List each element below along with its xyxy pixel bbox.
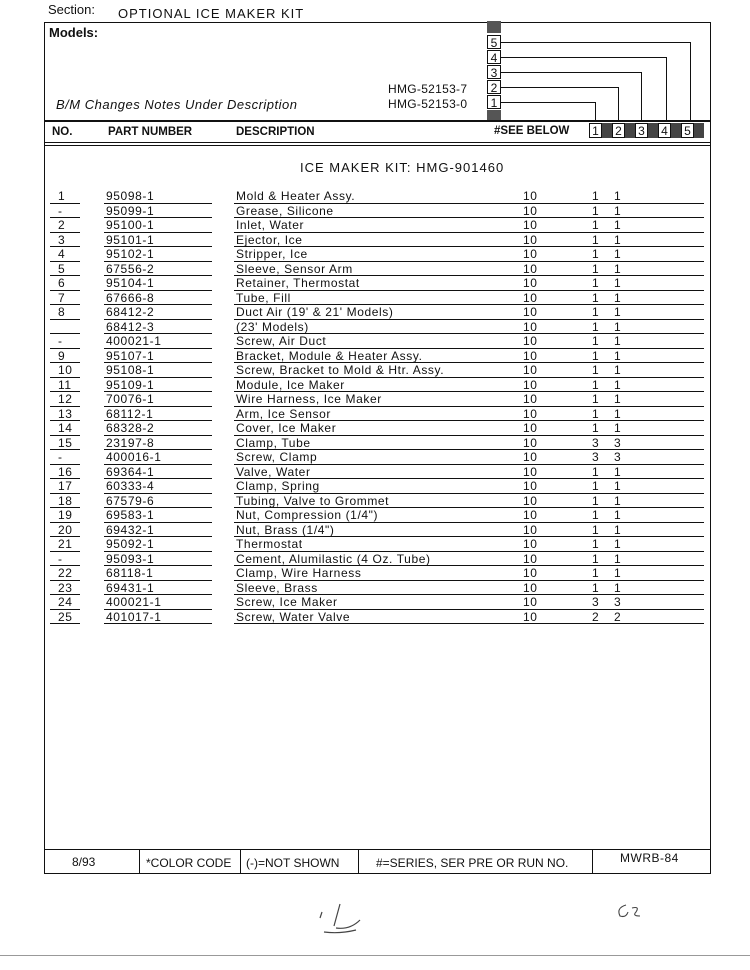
part-item-no: -: [58, 551, 63, 566]
part-number: 67556-2: [106, 261, 155, 276]
models-label: Models:: [49, 25, 99, 40]
part-qty-col-1: 3: [592, 450, 600, 464]
part-item-no: 22: [58, 566, 73, 580]
part-qty-col-2: 1: [614, 189, 622, 203]
leader-line-4: [501, 57, 666, 58]
bm-changes-note: B/M Changes Notes Under Description: [56, 97, 298, 112]
part-description: Retainer, Thermostat: [236, 276, 360, 290]
part-qty-col-1: 3: [592, 595, 600, 609]
part-description: Cement, Alumilastic (4 Oz. Tube): [236, 551, 431, 566]
part-qty-col-2: 1: [614, 363, 622, 377]
part-qty-col-2: 1: [614, 290, 622, 305]
part-number: 70076-1: [106, 392, 155, 406]
part-qty-col-1: 1: [592, 493, 600, 508]
part-qty-col-2: 1: [614, 261, 622, 276]
part-qty-col-1: 3: [592, 435, 600, 450]
part-number: 69432-1: [106, 522, 155, 537]
part-number: 68412-3: [106, 319, 155, 334]
parts-row: [46, 595, 706, 610]
part-qty-col-1: 1: [592, 189, 600, 203]
part-qty-col-2: 2: [614, 609, 622, 624]
part-number: 60333-4: [106, 479, 155, 493]
part-number: 69431-1: [106, 580, 155, 595]
header-col-shade-5: [694, 123, 704, 138]
part-qty-col-2: 1: [614, 537, 622, 551]
part-item-no: 8: [58, 305, 66, 319]
series-box-footer-shade: [487, 110, 501, 120]
row-underline: [50, 623, 80, 624]
part-number: 95101-1: [106, 232, 155, 247]
parts-row: [46, 276, 706, 291]
page-edge-rule: [0, 955, 750, 956]
footer-date: 8/93: [72, 855, 96, 869]
part-description: Inlet, Water: [236, 218, 305, 232]
part-qty-col-1: 1: [592, 508, 600, 522]
part-qty-col-2: 1: [614, 377, 622, 392]
part-series: 10: [523, 363, 538, 377]
parts-row: [46, 450, 706, 465]
header-top-rule: [44, 120, 711, 122]
part-qty-col-1: 1: [592, 334, 600, 348]
header-col-shade-4: [671, 123, 681, 138]
part-item-no: 19: [58, 508, 73, 522]
part-number: 400021-1: [106, 334, 162, 348]
footer-divider-4: [592, 849, 593, 873]
part-series: 10: [523, 508, 538, 522]
parts-row: [46, 291, 706, 306]
leader-line-5: [501, 42, 690, 43]
part-qty-col-2: 1: [614, 247, 622, 261]
part-description: Wire Harness, Ice Maker: [236, 392, 382, 406]
leader-drop-2: [618, 87, 619, 122]
part-qty-col-1: 1: [592, 392, 600, 406]
part-item-no: 12: [58, 392, 73, 406]
part-series: 10: [523, 290, 538, 305]
part-number: 69364-1: [106, 464, 155, 479]
header-see-below: #SEE BELOW: [494, 125, 570, 137]
part-qty-col-1: 1: [592, 348, 600, 363]
part-number: 95108-1: [106, 363, 155, 377]
part-description: Screw, Air Duct: [236, 334, 327, 348]
part-qty-col-1: 1: [592, 479, 600, 493]
part-qty-col-1: 1: [592, 421, 600, 435]
part-series: 10: [523, 522, 538, 537]
part-description: Tube, Fill: [236, 290, 291, 305]
part-qty-col-1: 1: [592, 551, 600, 566]
header-col-4: 4: [658, 123, 671, 138]
part-series: 10: [523, 319, 538, 334]
part-qty-col-1: 1: [592, 290, 600, 305]
model-number-1: HMG-52153-7: [388, 82, 468, 96]
part-item-no: 17: [58, 479, 73, 493]
leader-drop-4: [666, 57, 667, 122]
part-series: 10: [523, 421, 538, 435]
part-qty-col-2: 1: [614, 218, 622, 232]
part-series: 10: [523, 566, 538, 580]
part-series: 10: [523, 334, 538, 348]
leader-drop-3: [641, 72, 642, 122]
part-description: Nut, Compression (1/4"): [236, 508, 379, 522]
leader-drop-1: [595, 102, 596, 122]
parts-row: [46, 189, 706, 204]
part-qty-col-2: 1: [614, 522, 622, 537]
parts-row: [46, 436, 706, 451]
part-item-no: 3: [58, 232, 66, 247]
part-number: 401017-1: [106, 609, 162, 624]
part-item-no: -: [58, 203, 63, 218]
parts-row: [46, 349, 706, 364]
parts-row: [46, 247, 706, 262]
parts-row: [46, 334, 706, 349]
part-item-no: 20: [58, 522, 73, 537]
part-qty-col-1: 1: [592, 464, 600, 479]
header-col-5: 5: [681, 123, 694, 138]
header-description: DESCRIPTION: [236, 126, 315, 138]
part-qty-col-1: 2: [592, 609, 600, 624]
part-series: 10: [523, 479, 538, 493]
part-series: 10: [523, 305, 538, 319]
parts-row: [46, 479, 706, 494]
part-series: 10: [523, 406, 538, 421]
parts-row: [46, 610, 706, 625]
part-description: Ejector, Ice: [236, 232, 303, 247]
handwritten-mark-right: [612, 900, 652, 922]
part-series: 10: [523, 435, 538, 450]
leader-drop-5: [690, 42, 691, 122]
part-number: 95093-1: [106, 551, 155, 566]
part-qty-col-1: 1: [592, 522, 600, 537]
part-item-no: 1: [58, 189, 66, 203]
section-title: OPTIONAL ICE MAKER KIT: [118, 6, 305, 21]
part-series: 10: [523, 348, 538, 363]
part-qty-col-2: 3: [614, 595, 622, 609]
part-qty-col-2: 3: [614, 435, 622, 450]
part-series: 10: [523, 261, 538, 276]
footer-series-note: #=SERIES, SER PRE OR RUN NO.: [376, 856, 569, 870]
part-item-no: -: [58, 450, 63, 464]
part-qty-col-1: 1: [592, 305, 600, 319]
part-item-no: 4: [58, 247, 66, 261]
part-item-no: 25: [58, 609, 73, 624]
part-qty-col-2: 1: [614, 566, 622, 580]
part-qty-col-1: 1: [592, 377, 600, 392]
part-number: 400016-1: [106, 450, 162, 464]
leader-line-2: [501, 87, 618, 88]
part-qty-col-2: 1: [614, 406, 622, 421]
part-qty-col-2: 1: [614, 348, 622, 363]
part-qty-col-2: 1: [614, 580, 622, 595]
part-description: Tubing, Valve to Grommet: [236, 493, 390, 508]
part-description: (23' Models): [236, 319, 309, 334]
footer-divider-3: [358, 849, 359, 873]
header-no: NO.: [52, 126, 73, 138]
leader-line-3: [501, 72, 641, 73]
part-description: Clamp, Tube: [236, 435, 311, 450]
part-item-no: 10: [58, 363, 73, 377]
row-underline: [234, 623, 704, 624]
header-col-shade-3: [648, 123, 658, 138]
parts-row: [46, 421, 706, 436]
part-description: Clamp, Wire Harness: [236, 566, 362, 580]
part-description: Clamp, Spring: [236, 479, 320, 493]
parts-row: [46, 552, 706, 567]
part-description: Duct Air (19' & 21' Models): [236, 305, 394, 319]
footer-code: MWRB-84: [620, 851, 679, 865]
header-col-shade-2: [625, 123, 635, 138]
part-series: 10: [523, 189, 538, 203]
series-box-5: 5: [487, 35, 501, 49]
parts-row: [46, 523, 706, 538]
handwritten-mark-left: [300, 898, 370, 938]
model-number-2: HMG-52153-0: [388, 97, 468, 111]
part-description: Mold & Heater Assy.: [236, 189, 356, 203]
part-number: 95099-1: [106, 203, 155, 218]
part-qty-col-1: 1: [592, 566, 600, 580]
header-col-2: 2: [612, 123, 625, 138]
part-number: 67666-8: [106, 290, 155, 305]
header-part-number: PART NUMBER: [108, 126, 193, 138]
part-description: Sleeve, Brass: [236, 580, 318, 595]
part-description: Nut, Brass (1/4"): [236, 522, 335, 537]
part-description: Grease, Silicone: [236, 203, 334, 218]
series-box-header-shade: [487, 21, 501, 33]
parts-row: [46, 407, 706, 422]
series-box-4: 4: [487, 50, 501, 64]
parts-row: [46, 233, 706, 248]
part-item-no: 11: [58, 377, 72, 392]
part-qty-col-1: 1: [592, 232, 600, 247]
part-series: 10: [523, 464, 538, 479]
parts-row: [46, 465, 706, 480]
part-number: 68412-2: [106, 305, 155, 319]
part-qty-col-1: 1: [592, 203, 600, 218]
part-number: 95109-1: [106, 377, 155, 392]
part-item-no: 23: [58, 580, 73, 595]
parts-row: [46, 508, 706, 523]
parts-row: [46, 305, 706, 320]
part-number: 68328-2: [106, 421, 155, 435]
part-qty-col-1: 1: [592, 580, 600, 595]
part-number: 69583-1: [106, 508, 155, 522]
part-item-no: 24: [58, 595, 73, 609]
part-series: 10: [523, 580, 538, 595]
part-number: 400021-1: [106, 595, 162, 609]
part-qty-col-2: 1: [614, 392, 622, 406]
part-qty-col-1: 1: [592, 363, 600, 377]
part-series: 10: [523, 609, 538, 624]
parts-row: [46, 537, 706, 552]
part-number: 95098-1: [106, 189, 155, 203]
footer-divider-2: [240, 849, 241, 873]
part-number: 95100-1: [106, 218, 155, 232]
part-description: Sleeve, Sensor Arm: [236, 261, 353, 276]
footer-not-shown: (-)=NOT SHOWN: [246, 856, 340, 870]
parts-row: [46, 204, 706, 219]
part-item-no: 6: [58, 276, 66, 290]
part-series: 10: [523, 595, 538, 609]
part-number: 95107-1: [106, 348, 155, 363]
part-qty-col-2: 1: [614, 493, 622, 508]
part-item-no: 15: [58, 435, 73, 450]
part-item-no: 7: [58, 290, 66, 305]
part-series: 10: [523, 537, 538, 551]
part-series: 10: [523, 247, 538, 261]
part-qty-col-2: 1: [614, 508, 622, 522]
part-series: 10: [523, 450, 538, 464]
part-qty-col-1: 1: [592, 247, 600, 261]
part-number: 95092-1: [106, 537, 155, 551]
part-series: 10: [523, 218, 538, 232]
footer-top-rule: [44, 849, 711, 850]
part-series: 10: [523, 392, 538, 406]
part-number: 68118-1: [106, 566, 154, 580]
header-col-3: 3: [635, 123, 648, 138]
series-box-2: 2: [487, 80, 501, 94]
part-series: 10: [523, 493, 538, 508]
part-series: 10: [523, 377, 538, 392]
part-number: 95102-1: [106, 247, 155, 261]
part-item-no: -: [58, 334, 63, 348]
parts-row: [46, 320, 706, 335]
part-description: Module, Ice Maker: [236, 377, 345, 392]
part-series: 10: [523, 551, 538, 566]
part-qty-col-2: 1: [614, 232, 622, 247]
part-description: Thermostat: [236, 537, 303, 551]
part-series: 10: [523, 276, 538, 290]
part-qty-col-2: 1: [614, 276, 622, 290]
header-col-1: 1: [589, 123, 602, 138]
part-item-no: 5: [58, 261, 66, 276]
part-number: 95104-1: [106, 276, 155, 290]
part-item-no: 2: [58, 218, 66, 232]
parts-row: [46, 494, 706, 509]
part-qty-col-2: 1: [614, 305, 622, 319]
series-box-1: 1: [487, 95, 501, 109]
part-number: 68112-1: [106, 406, 154, 421]
series-box-3: 3: [487, 65, 501, 79]
kit-title: ICE MAKER KIT: HMG-901460: [300, 160, 505, 175]
leader-line-1: [501, 102, 595, 103]
header-bottom-rule-1: [44, 142, 711, 143]
part-item-no: 9: [58, 348, 66, 363]
part-description: Screw, Clamp: [236, 450, 318, 464]
part-qty-col-2: 1: [614, 551, 622, 566]
part-qty-col-1: 1: [592, 406, 600, 421]
part-qty-col-2: 1: [614, 319, 622, 334]
part-description: Screw, Water Valve: [236, 609, 351, 624]
section-label: Section:: [48, 2, 95, 17]
part-item-no: 14: [58, 421, 73, 435]
parts-row: [46, 378, 706, 393]
part-description: Screw, Ice Maker: [236, 595, 338, 609]
footer-color-code: *COLOR CODE: [146, 856, 232, 870]
parts-row: [46, 392, 706, 407]
parts-row: [46, 581, 706, 596]
part-series: 10: [523, 203, 538, 218]
part-qty-col-2: 1: [614, 421, 622, 435]
footer-divider-1: [139, 849, 140, 873]
row-underline: [104, 623, 212, 624]
part-qty-col-1: 1: [592, 276, 600, 290]
part-item-no: 13: [58, 406, 73, 421]
part-qty-col-1: 1: [592, 319, 600, 334]
part-qty-col-1: 1: [592, 261, 600, 276]
parts-row: [46, 218, 706, 233]
header-bottom-rule-2: [44, 145, 711, 146]
part-description: Cover, Ice Maker: [236, 421, 337, 435]
part-description: Screw, Bracket to Mold & Htr. Assy.: [236, 363, 445, 377]
part-qty-col-2: 3: [614, 450, 622, 464]
part-qty-col-1: 1: [592, 537, 600, 551]
parts-row: [46, 566, 706, 581]
part-description: Stripper, Ice: [236, 247, 308, 261]
part-description: Bracket, Module & Heater Assy.: [236, 348, 423, 363]
part-description: Valve, Water: [236, 464, 311, 479]
part-qty-col-1: 1: [592, 218, 600, 232]
part-number: 23197-8: [106, 435, 155, 450]
header-col-shade-1: [602, 123, 612, 138]
part-item-no: 21: [58, 537, 73, 551]
part-series: 10: [523, 232, 538, 247]
part-qty-col-2: 1: [614, 479, 622, 493]
parts-row: [46, 262, 706, 277]
part-description: Arm, Ice Sensor: [236, 406, 332, 421]
part-qty-col-2: 1: [614, 334, 622, 348]
parts-row: [46, 363, 706, 378]
part-number: 67579-6: [106, 493, 155, 508]
part-qty-col-2: 1: [614, 203, 622, 218]
part-qty-col-2: 1: [614, 464, 622, 479]
part-item-no: 16: [58, 464, 73, 479]
part-item-no: 18: [58, 493, 73, 508]
